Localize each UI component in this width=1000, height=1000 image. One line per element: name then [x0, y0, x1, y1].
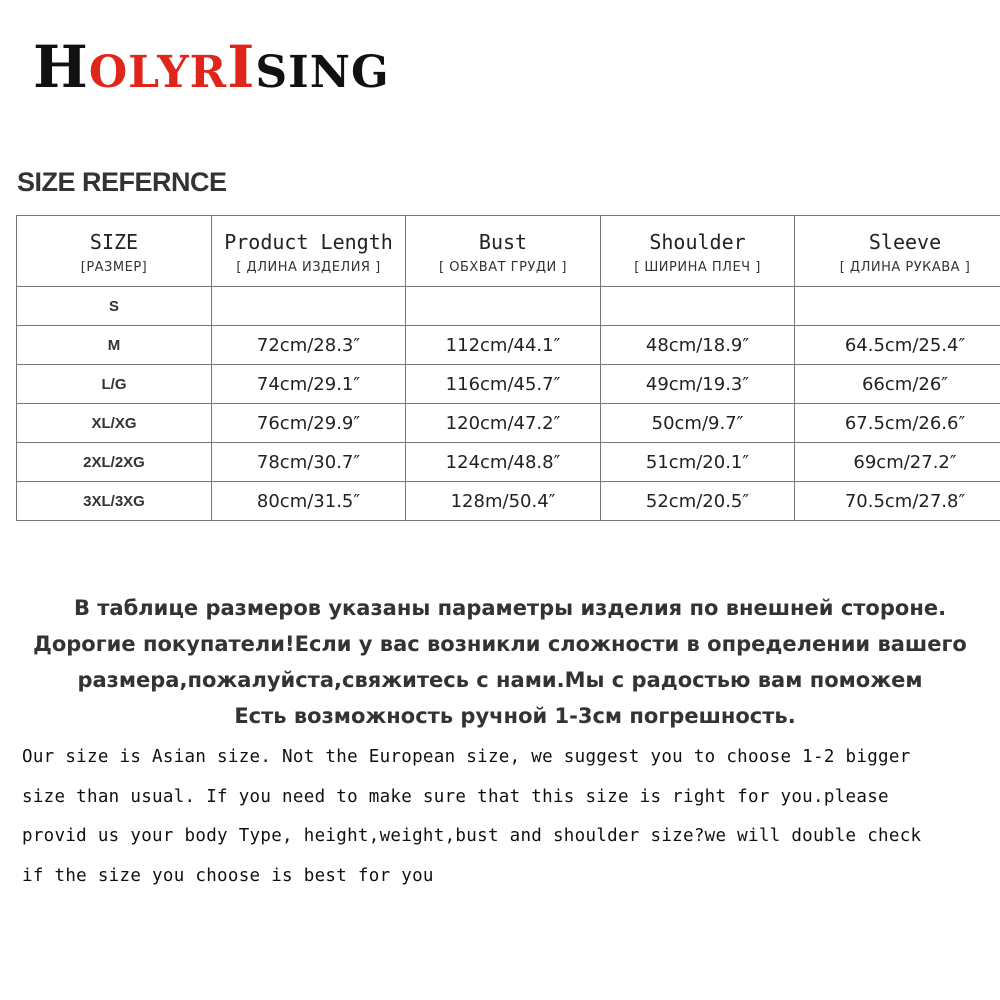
table-row [17, 482, 1000, 521]
shoulder-cell: 51cm/20.1″ [601, 443, 795, 482]
header-size [17, 216, 212, 287]
length-cell: 74cm/29.1″ [212, 365, 406, 404]
header-label: SIZE [89, 229, 139, 254]
note-line: size than usual. If you need to make sure that this size is right for you.please [22, 786, 889, 807]
shoulder-cell: 50cm/9.7″ [601, 404, 795, 443]
size-cell: S [17, 287, 212, 326]
header-sublabel: [РАЗМЕР] [80, 259, 148, 275]
bust-cell: 112cm/44.1″ [406, 326, 601, 365]
section-title: SIZE REFERNCE [17, 167, 227, 197]
note-line: Our size is Asian size. Not the European size, we suggest you to choose 1-2 bigger [22, 747, 911, 767]
table-row [17, 404, 1000, 443]
note-line: Дорогие покупатели!Если у вас возникли сложности в определении вашего [33, 632, 967, 656]
size-cell: 3XL/3XG [17, 482, 212, 521]
sleeve-cell: 67.5cm/26.6″ [795, 404, 1000, 443]
sleeve-cell: 69cm/27.2″ [795, 443, 1000, 482]
table-row [17, 326, 1000, 365]
header-label: Bust [478, 229, 528, 254]
header-sublabel: [ ДЛИНА РУКАВА ] [839, 259, 971, 275]
logo-part: H [33, 33, 89, 101]
note-line: provid us your body Type, height,weight,bust and shoulder size?we will double check [22, 826, 922, 846]
length-cell [212, 287, 406, 326]
size-cell: XL/XG [17, 404, 212, 443]
sleeve-cell: 64.5cm/25.4″ [795, 326, 1000, 365]
sleeve-cell: 66cm/26″ [795, 365, 1000, 404]
note-line: if the size you choose is best for you [22, 865, 434, 886]
table-row [17, 365, 1000, 404]
length-cell: 76cm/29.9″ [212, 404, 406, 443]
header-sublabel: [ ШИРИНА ПЛЕЧ ] [634, 259, 761, 275]
size-table [16, 215, 1000, 521]
length-cell: 80cm/31.5″ [212, 482, 406, 521]
russian-notes [0, 590, 1000, 734]
size-cell: M [17, 326, 212, 365]
bust-cell: 128m/50.4″ [406, 482, 601, 521]
sleeve-cell: 70.5cm/27.8″ [795, 482, 1000, 521]
header-label: Shoulder [649, 229, 746, 254]
header-sublabel: [ ОБХВАТ ГРУДИ ] [439, 259, 567, 275]
header-bust [406, 216, 601, 287]
header-shoulder [601, 216, 795, 287]
brand-logo [33, 33, 390, 101]
shoulder-cell: 48cm/18.9″ [601, 326, 795, 365]
note-line: В таблице размеров указаны параметры изделия по внешней стороне. [73, 596, 947, 620]
bust-cell: 124cm/48.8″ [406, 443, 601, 482]
length-cell: 72cm/28.3″ [212, 326, 406, 365]
table-row [17, 443, 1000, 482]
english-notes [22, 738, 992, 896]
bust-cell: 116cm/45.7″ [406, 365, 601, 404]
logo-part: I [227, 33, 256, 101]
size-cell: L/G [17, 365, 212, 404]
table-header-row [17, 216, 1000, 287]
note-line: Есть возможность ручной 1-3см погрешность. [234, 704, 796, 728]
shoulder-cell: 52cm/20.5″ [601, 482, 795, 521]
header-sublabel: [ ДЛИНА ИЗДЕЛИЯ ] [236, 259, 381, 275]
shoulder-cell [601, 287, 795, 326]
header-product-length [212, 216, 406, 287]
bust-cell [406, 287, 601, 326]
table-row [17, 287, 1000, 326]
shoulder-cell: 49cm/19.3″ [601, 365, 795, 404]
sleeve-cell [795, 287, 1000, 326]
header-sleeve [795, 216, 1000, 287]
size-cell: 2XL/2XG [17, 443, 212, 482]
header-label: Product Length [224, 229, 393, 254]
logo-part: SING [255, 47, 390, 98]
length-cell: 78cm/30.7″ [212, 443, 406, 482]
header-label: Sleeve [868, 229, 942, 254]
note-line: размера,пожалуйста,свяжитесь с нами.Мы с радостью вам поможем [77, 668, 923, 692]
bust-cell: 120cm/47.2″ [406, 404, 601, 443]
logo-part: OLYR [88, 47, 228, 98]
